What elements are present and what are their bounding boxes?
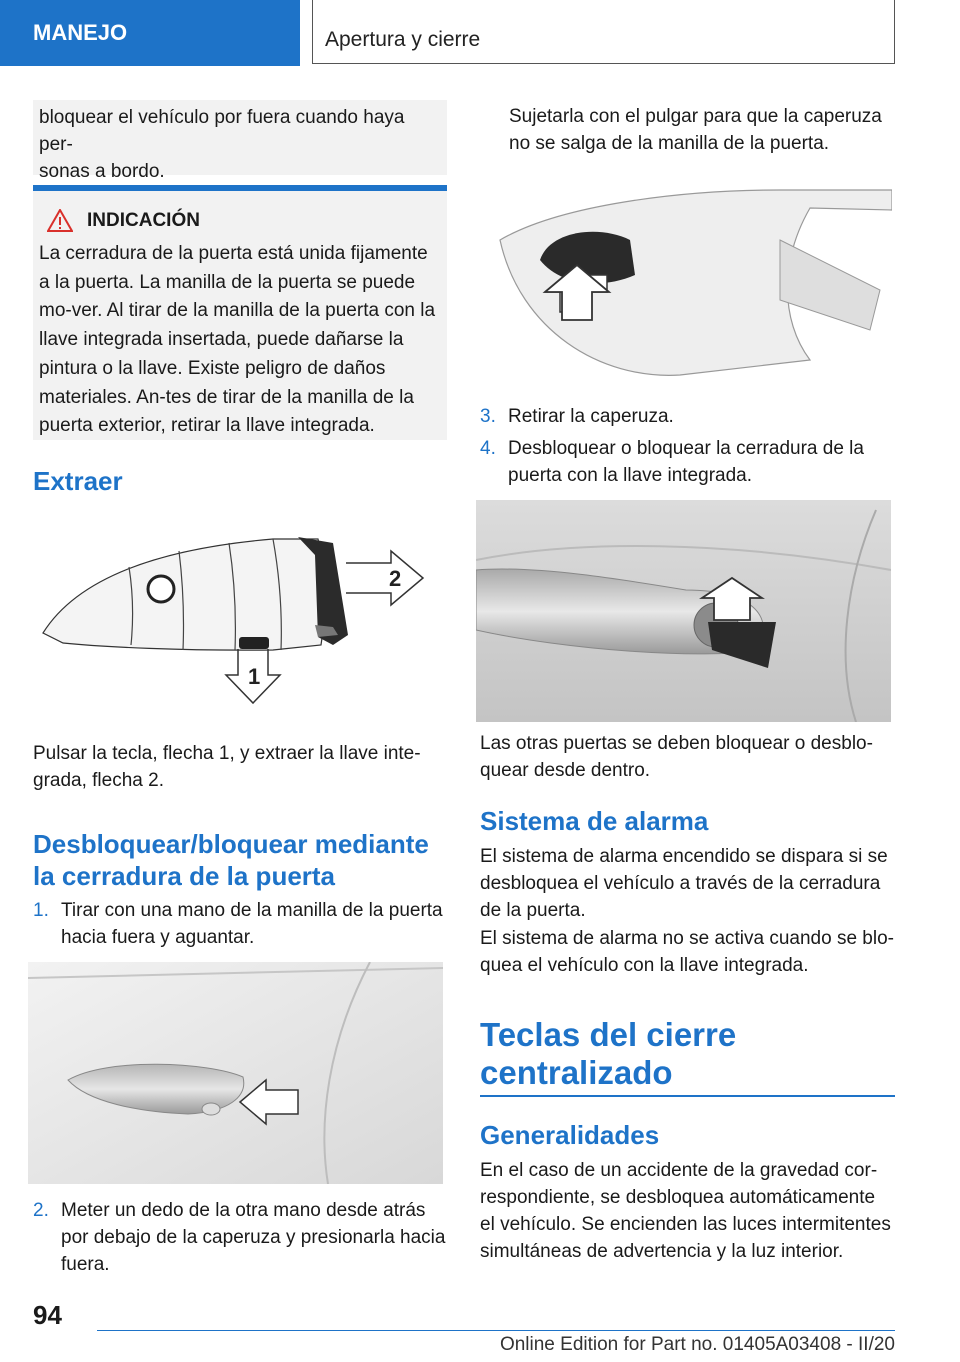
step-2 xyxy=(33,1197,447,1275)
general-text: En el caso de un accidente de la gravedad cor-respondiente, se desbloquea automáticamente el vehículo. Se encienden las luces intermitentes simultáneas de advertencia y la luz interior. xyxy=(480,1160,891,1262)
step-1-text: Tirar con una mano de la manilla de la puerta hacia fuera y aguantar. xyxy=(61,900,443,948)
section-tab: MANEJO xyxy=(0,0,300,66)
notice-box xyxy=(33,191,447,440)
footer-edition: Online Edition for Part no. 01405A03408 - II/20 xyxy=(499,1334,895,1355)
footer-rule xyxy=(97,1330,895,1331)
step-3 xyxy=(480,403,894,430)
heading-general: Generalidades xyxy=(480,1120,660,1150)
key-arrow-2-label: 2 xyxy=(389,566,402,591)
key-arrow-1-label: 1 xyxy=(248,664,261,689)
step-2-number: 2. xyxy=(33,1200,49,1221)
notice-body: La cerradura de la puerta está unida fijamente a la puerta. La manilla de la puerta se puede mo-ver. Al tirar de la manilla de la puerta con la llave integrada insertada, puede dañarse la pintura o la llave. Existe peligro de daños materiales. An-tes de tirar de la manilla de la puerta exterior, retirar la llave integrada. xyxy=(39,243,436,437)
handle-cap-photo xyxy=(480,180,892,390)
alarm-paragraph-1: El sistema de alarma encendido se dispara si se desbloquea el vehículo a través de la cerradura de la puerta. xyxy=(480,846,888,921)
step-3-number: 3. xyxy=(480,406,496,427)
step-4-text: Desbloquear o bloquear la cerradura de la puerta con la llave integrada. xyxy=(508,438,864,486)
page-number: 94 xyxy=(33,1300,62,1330)
page-title: Apertura y cierre xyxy=(312,0,895,64)
continued-box xyxy=(33,100,447,182)
warning-triangle-icon xyxy=(47,209,73,232)
step-4-number: 4. xyxy=(480,438,496,459)
central-heading-rule xyxy=(480,1095,895,1097)
continued-text: bloquear el vehículo por fuera cuando haya per- sonas a bordo. xyxy=(39,107,405,182)
key-in-lock-photo xyxy=(476,500,891,722)
heading-extraer: Extraer xyxy=(33,466,123,496)
step-1-number: 1. xyxy=(33,900,49,921)
extraer-text: Pulsar la tecla, flecha 1, y extraer la llave inte-grada, flecha 2. xyxy=(33,743,421,791)
heading-lock: Desbloquear/bloquear mediante la cerradura de la puerta xyxy=(33,829,429,891)
hold-cap-text: Sujetarla con el pulgar para que la caperuza no se salga de la manilla de la puerta. xyxy=(509,106,882,154)
step-2-text: Meter un dedo de la otra mano desde atrás por debajo de la caperuza y presionarla hacia fuera. xyxy=(61,1200,446,1275)
step-3-text: Retirar la caperuza. xyxy=(508,406,674,427)
notice-title: INDICACIÓN xyxy=(87,209,200,231)
door-handle-pull-photo xyxy=(28,962,443,1184)
other-doors-text: Las otras puertas se deben bloquear o desblo-quear desde dentro. xyxy=(480,733,873,781)
heading-central-lock: Teclas del cierre centralizado xyxy=(480,1016,737,1091)
key-extract-illustration xyxy=(33,525,447,715)
alarm-paragraph-2: El sistema de alarma no se activa cuando se blo-quea el vehículo con la llave integrada. xyxy=(480,928,894,976)
step-4 xyxy=(480,435,894,486)
heading-alarm: Sistema de alarma xyxy=(480,806,709,836)
step-1 xyxy=(33,897,447,948)
